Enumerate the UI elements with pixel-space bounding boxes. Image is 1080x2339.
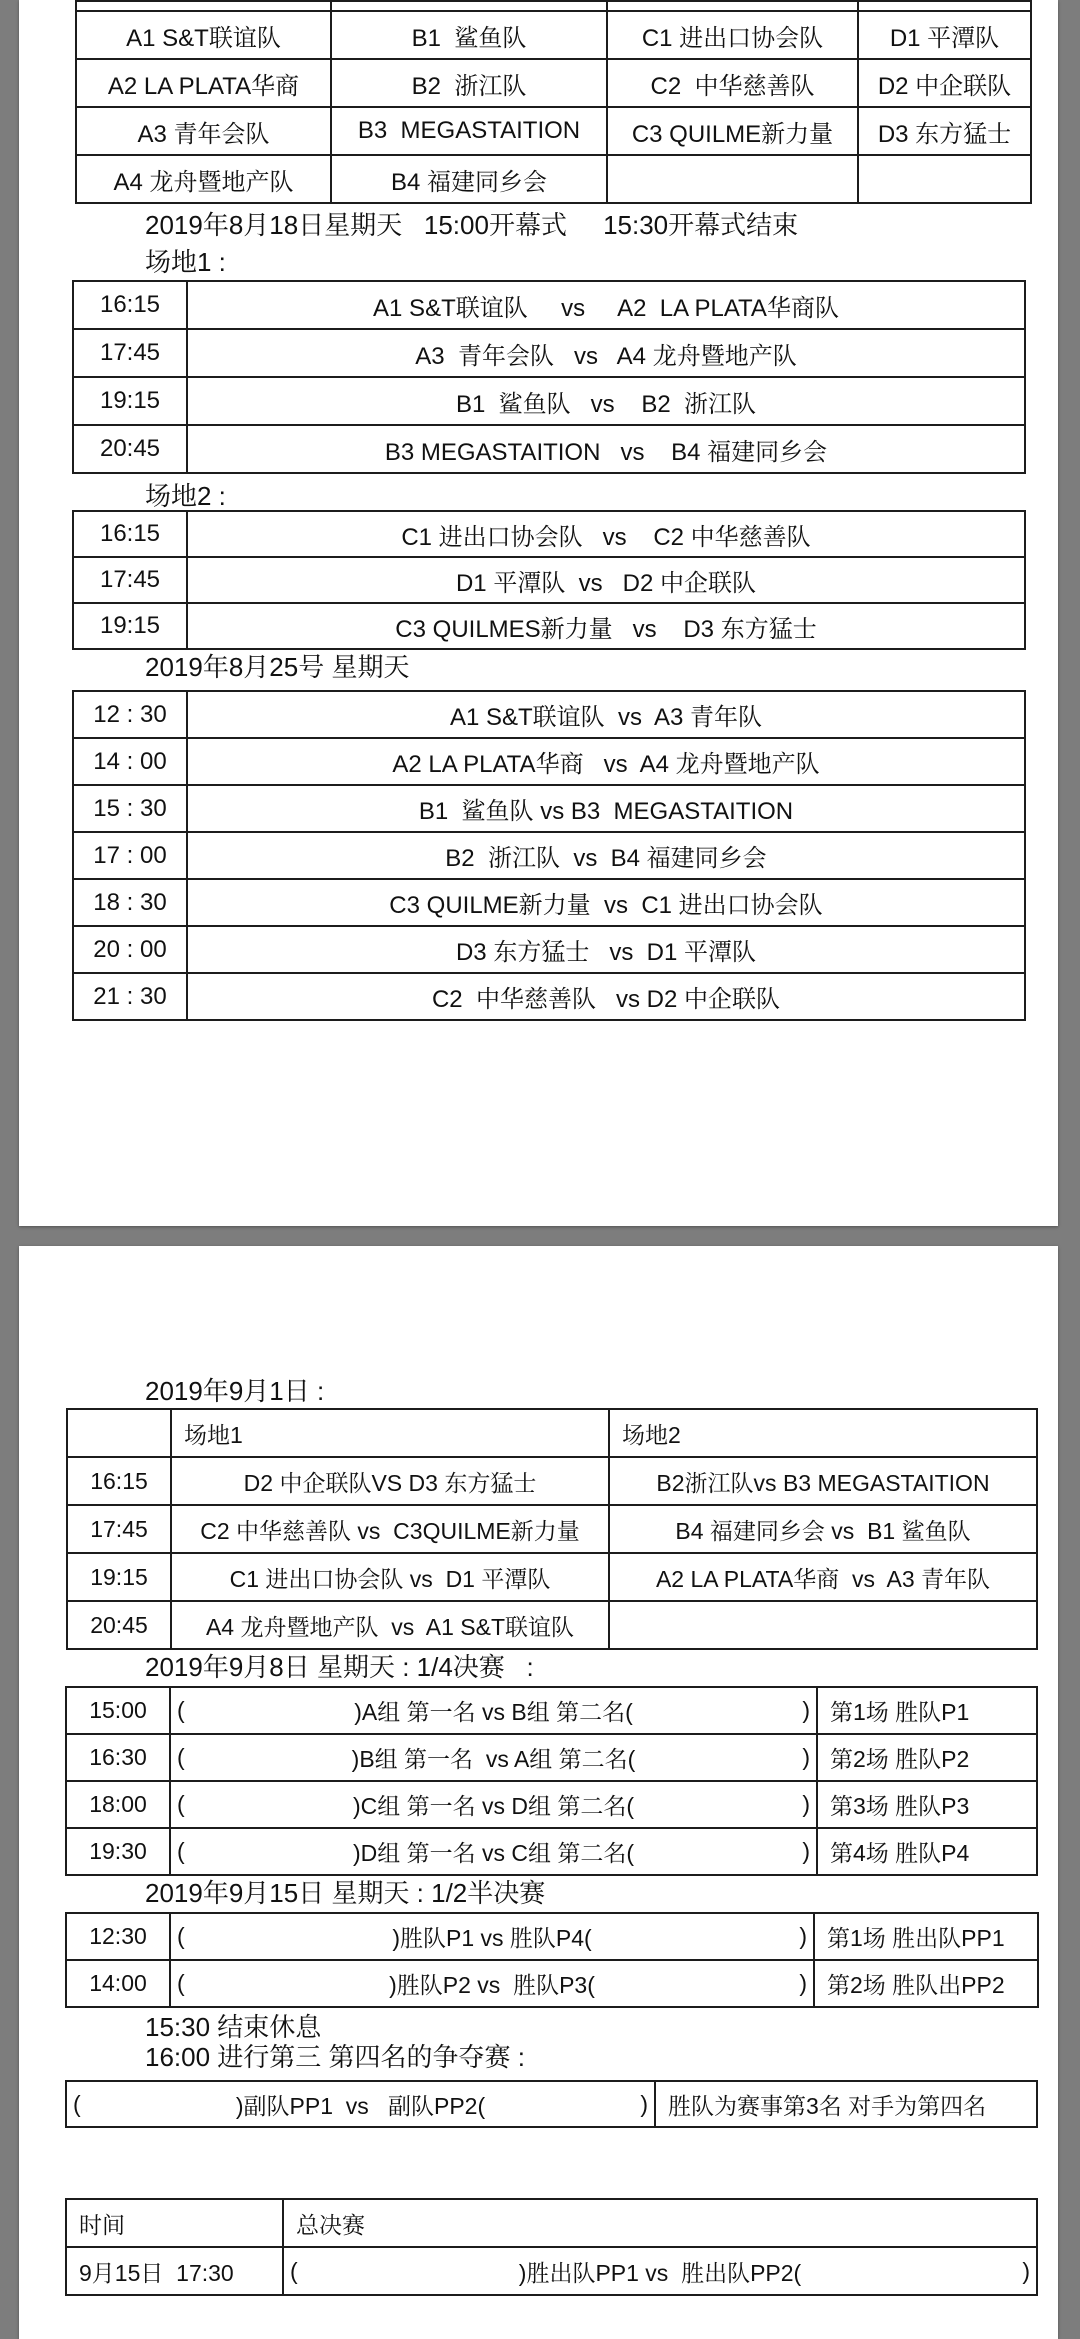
time-cell: 17:45: [73, 329, 187, 377]
table-row: [73, 973, 1025, 1020]
close-paren: ): [1022, 2257, 1030, 2284]
match-cell: [170, 1913, 814, 1960]
open-paren: (: [177, 1923, 185, 1949]
time-cell: 18 : 30: [73, 879, 187, 926]
match-cell: A1 S&T联谊队 vs A3 青年队: [187, 691, 1025, 738]
table-row: [67, 1409, 1037, 1457]
team-cell: B3 MEGASTAITION: [331, 107, 607, 155]
label-field2: 场地2 :: [145, 481, 226, 511]
table-row: [73, 377, 1025, 425]
open-paren: (: [177, 1697, 185, 1723]
note-third-place: 16:00 进行第三 第四名的争夺赛 :: [145, 2042, 525, 2072]
close-paren: ): [802, 1791, 810, 1817]
table-row: [66, 2081, 1037, 2127]
time-cell: 14 : 00: [73, 738, 187, 785]
time-cell: 18:00: [66, 1781, 170, 1828]
match-cell: [170, 1781, 817, 1828]
time-cell: 9月15日 17:30: [66, 2247, 283, 2295]
field2-match-cell: [609, 1601, 1037, 1649]
time-cell: 21 : 30: [73, 973, 187, 1020]
bracket-match: [177, 1788, 810, 1821]
table-row: [66, 1687, 1037, 1734]
table-row: [76, 59, 1031, 107]
table-row: [73, 557, 1025, 603]
close-paren: ): [802, 1697, 810, 1723]
table-row: [73, 511, 1025, 557]
match-cell: D3 东方猛士 vs D1 平潭队: [187, 926, 1025, 973]
open-paren: (: [290, 2257, 298, 2284]
match-label: )胜队P2 vs 胜队P3(: [389, 1972, 595, 1998]
table-row: [73, 603, 1025, 649]
table-row: [67, 1505, 1037, 1553]
heading-day2: 2019年8月25号 星期天: [145, 652, 410, 682]
match-label: )C组 第一名 vs D组 第二名(: [352, 1793, 635, 1819]
match-cell: [283, 2247, 1037, 2295]
field2-match-cell: B4 福建同乡会 vs B1 鲨鱼队: [609, 1505, 1037, 1553]
table-row: [73, 329, 1025, 377]
table-row: [73, 926, 1025, 973]
team-cell: D2 中企联队: [858, 59, 1031, 107]
team-cell: [858, 1, 1031, 11]
match-cell: A2 LA PLATA华商 vs A4 龙舟暨地产队: [187, 738, 1025, 785]
table-row: [76, 11, 1031, 59]
team-cell: D3 东方猛士: [858, 107, 1031, 155]
table-row: [66, 2247, 1037, 2295]
match-label: )A组 第一名 vs B组 第二名(: [354, 1699, 633, 1725]
field2-match-cell: A2 LA PLATA华商 vs A3 青年队: [609, 1553, 1037, 1601]
bracket-match: [177, 1967, 807, 2000]
table-row: [66, 1781, 1037, 1828]
result-cell: 第2场 胜队出PP2: [814, 1960, 1038, 2007]
team-cell: C1 进出口协会队: [607, 11, 858, 59]
open-paren: (: [177, 1744, 185, 1770]
table-row: [73, 425, 1025, 473]
match-cell: C2 中华慈善队 vs D2 中企联队: [187, 973, 1025, 1020]
field1-schedule-table: [72, 280, 1026, 474]
finals-table: [65, 2198, 1038, 2296]
table-row: [73, 281, 1025, 329]
bracket-match: [290, 2255, 1030, 2288]
table-row: [76, 107, 1031, 155]
time-cell: 17 : 00: [73, 832, 187, 879]
time-cell: 17:45: [67, 1505, 171, 1553]
table-row: [76, 1, 1031, 11]
team-cell: [76, 1, 331, 11]
quarterfinals-table: [65, 1686, 1038, 1876]
table-row: [66, 1734, 1037, 1781]
result-cell: 第2场 胜队P2: [817, 1734, 1037, 1781]
field1-match-cell: C2 中华慈善队 vs C3QUILME新力量: [171, 1505, 609, 1553]
table-row: [67, 1457, 1037, 1505]
time-cell: 19:15: [73, 377, 187, 425]
table-row: [73, 691, 1025, 738]
field2-match-cell: 场地2: [609, 1409, 1037, 1457]
time-cell: 20:45: [67, 1601, 171, 1649]
match-cell: C3 QUILME新力量 vs C1 进出口协会队: [187, 879, 1025, 926]
day2-schedule-table: [72, 690, 1026, 1021]
table-row: [66, 2199, 1037, 2247]
team-cell: B4 福建同乡会: [331, 155, 607, 203]
team-cell: A4 龙舟暨地产队: [76, 155, 331, 203]
field2-match-cell: B2浙江队vs B3 MEGASTAITION: [609, 1457, 1037, 1505]
group-teams-table: [75, 0, 1032, 204]
table-row: [73, 738, 1025, 785]
result-cell: 第1场 胜队P1: [817, 1687, 1037, 1734]
match-cell: A1 S&T联谊队 vs A2 LA PLATA华商队: [187, 281, 1025, 329]
open-paren: (: [177, 1970, 185, 1996]
table-row: [66, 1828, 1037, 1875]
time-cell: 17:45: [73, 557, 187, 603]
note-break: 15:30 结束休息: [145, 2012, 322, 2042]
match-cell: D1 平潭队 vs D2 中企联队: [187, 557, 1025, 603]
heading-semifinals: 2019年9月15日 星期天 : 1/2半决赛: [145, 1878, 546, 1908]
match-cell: B1 鲨鱼队 vs B2 浙江队: [187, 377, 1025, 425]
heading-day1: 2019年8月18日星期天 15:00开幕式 15:30开幕式结束: [145, 210, 799, 240]
result-cell: 第4场 胜队P4: [817, 1828, 1037, 1875]
match-label: )B组 第一名 vs A组 第二名(: [351, 1746, 636, 1772]
close-paren: ): [799, 1970, 807, 1996]
table-row: [73, 785, 1025, 832]
result-cell: 第1场 胜出队PP1: [814, 1913, 1038, 1960]
team-cell: B1 鲨鱼队: [331, 11, 607, 59]
result-cell: 胜队为赛事第3名 对手为第四名: [655, 2081, 1037, 2127]
team-cell: [607, 155, 858, 203]
page-1: [19, 0, 1058, 1226]
team-cell: D1 平潭队: [858, 11, 1031, 59]
bracket-match: [177, 1741, 810, 1774]
close-paren: ): [640, 2090, 648, 2117]
time-cell: 19:30: [66, 1828, 170, 1875]
table-row: [76, 155, 1031, 203]
bracket-match: [73, 2088, 648, 2121]
open-paren: (: [73, 2090, 81, 2117]
match-cell: [170, 1734, 817, 1781]
page-2: [19, 1246, 1058, 2339]
time-cell: 时间: [66, 2199, 283, 2247]
bracket-match: [177, 1920, 807, 1953]
match-label: )胜队P1 vs 胜队P4(: [392, 1925, 592, 1951]
label-field1: 场地1 :: [145, 247, 226, 277]
field1-match-cell: C1 进出口协会队 vs D1 平潭队: [171, 1553, 609, 1601]
field2-schedule-table: [72, 510, 1026, 650]
table-row: [67, 1553, 1037, 1601]
match-cell: B2 浙江队 vs B4 福建同乡会: [187, 832, 1025, 879]
result-cell: 第3场 胜队P3: [817, 1781, 1037, 1828]
match-cell: [66, 2081, 655, 2127]
third-place-table: [65, 2080, 1038, 2128]
team-cell: C3 QUILME新力量: [607, 107, 858, 155]
time-cell: 16:15: [73, 281, 187, 329]
close-paren: ): [802, 1744, 810, 1770]
table-row: [66, 1913, 1038, 1960]
close-paren: ): [799, 1923, 807, 1949]
time-cell: 16:15: [73, 511, 187, 557]
bracket-match: [177, 1694, 810, 1727]
team-cell: [858, 155, 1031, 203]
match-cell: [170, 1828, 817, 1875]
time-cell: 19:15: [73, 603, 187, 649]
table-row: [73, 879, 1025, 926]
time-cell: 19:15: [67, 1553, 171, 1601]
time-cell: 12 : 30: [73, 691, 187, 738]
match-cell: A3 青年会队 vs A4 龙舟暨地产队: [187, 329, 1025, 377]
table-row: [67, 1601, 1037, 1649]
team-cell: A3 青年会队: [76, 107, 331, 155]
match-cell: 总决赛: [283, 2199, 1037, 2247]
time-cell: 15:00: [66, 1687, 170, 1734]
time-cell: 15 : 30: [73, 785, 187, 832]
team-cell: [331, 1, 607, 11]
time-cell: 14:00: [66, 1960, 170, 2007]
match-cell: C1 进出口协会队 vs C2 中华慈善队: [187, 511, 1025, 557]
time-cell: 20:45: [73, 425, 187, 473]
match-cell: B3 MEGASTAITION vs B4 福建同乡会: [187, 425, 1025, 473]
table-row: [73, 832, 1025, 879]
table-row: [66, 1960, 1038, 2007]
team-cell: C2 中华慈善队: [607, 59, 858, 107]
field1-match-cell: A4 龙舟暨地产队 vs A1 S&T联谊队: [171, 1601, 609, 1649]
heading-quarterfinals: 2019年9月8日 星期天 : 1/4决赛 :: [145, 1652, 534, 1682]
match-label: )胜出队PP1 vs 胜出队PP2(: [518, 2259, 802, 2286]
match-cell: C3 QUILMES新力量 vs D3 东方猛士: [187, 603, 1025, 649]
day3-schedule-table: [66, 1408, 1038, 1650]
close-paren: ): [802, 1838, 810, 1864]
heading-day3: 2019年9月1日 :: [145, 1376, 325, 1406]
match-label: )副队PP1 vs 副队PP2(: [235, 2092, 486, 2119]
time-cell: 16:15: [67, 1457, 171, 1505]
time-cell: [67, 1409, 171, 1457]
time-cell: 12:30: [66, 1913, 170, 1960]
team-cell: [607, 1, 858, 11]
match-cell: B1 鲨鱼队 vs B3 MEGASTAITION: [187, 785, 1025, 832]
team-cell: A2 LA PLATA华商: [76, 59, 331, 107]
match-cell: [170, 1687, 817, 1734]
team-cell: B2 浙江队: [331, 59, 607, 107]
time-cell: 16:30: [66, 1734, 170, 1781]
open-paren: (: [177, 1838, 185, 1864]
team-cell: A1 S&T联谊队: [76, 11, 331, 59]
match-cell: [170, 1960, 814, 2007]
field1-match-cell: 场地1: [171, 1409, 609, 1457]
match-label: )D组 第一名 vs C组 第二名(: [352, 1840, 635, 1866]
bracket-match: [177, 1835, 810, 1868]
time-cell: 20 : 00: [73, 926, 187, 973]
semifinals-table: [65, 1912, 1039, 2008]
field1-match-cell: D2 中企联队VS D3 东方猛士: [171, 1457, 609, 1505]
open-paren: (: [177, 1791, 185, 1817]
